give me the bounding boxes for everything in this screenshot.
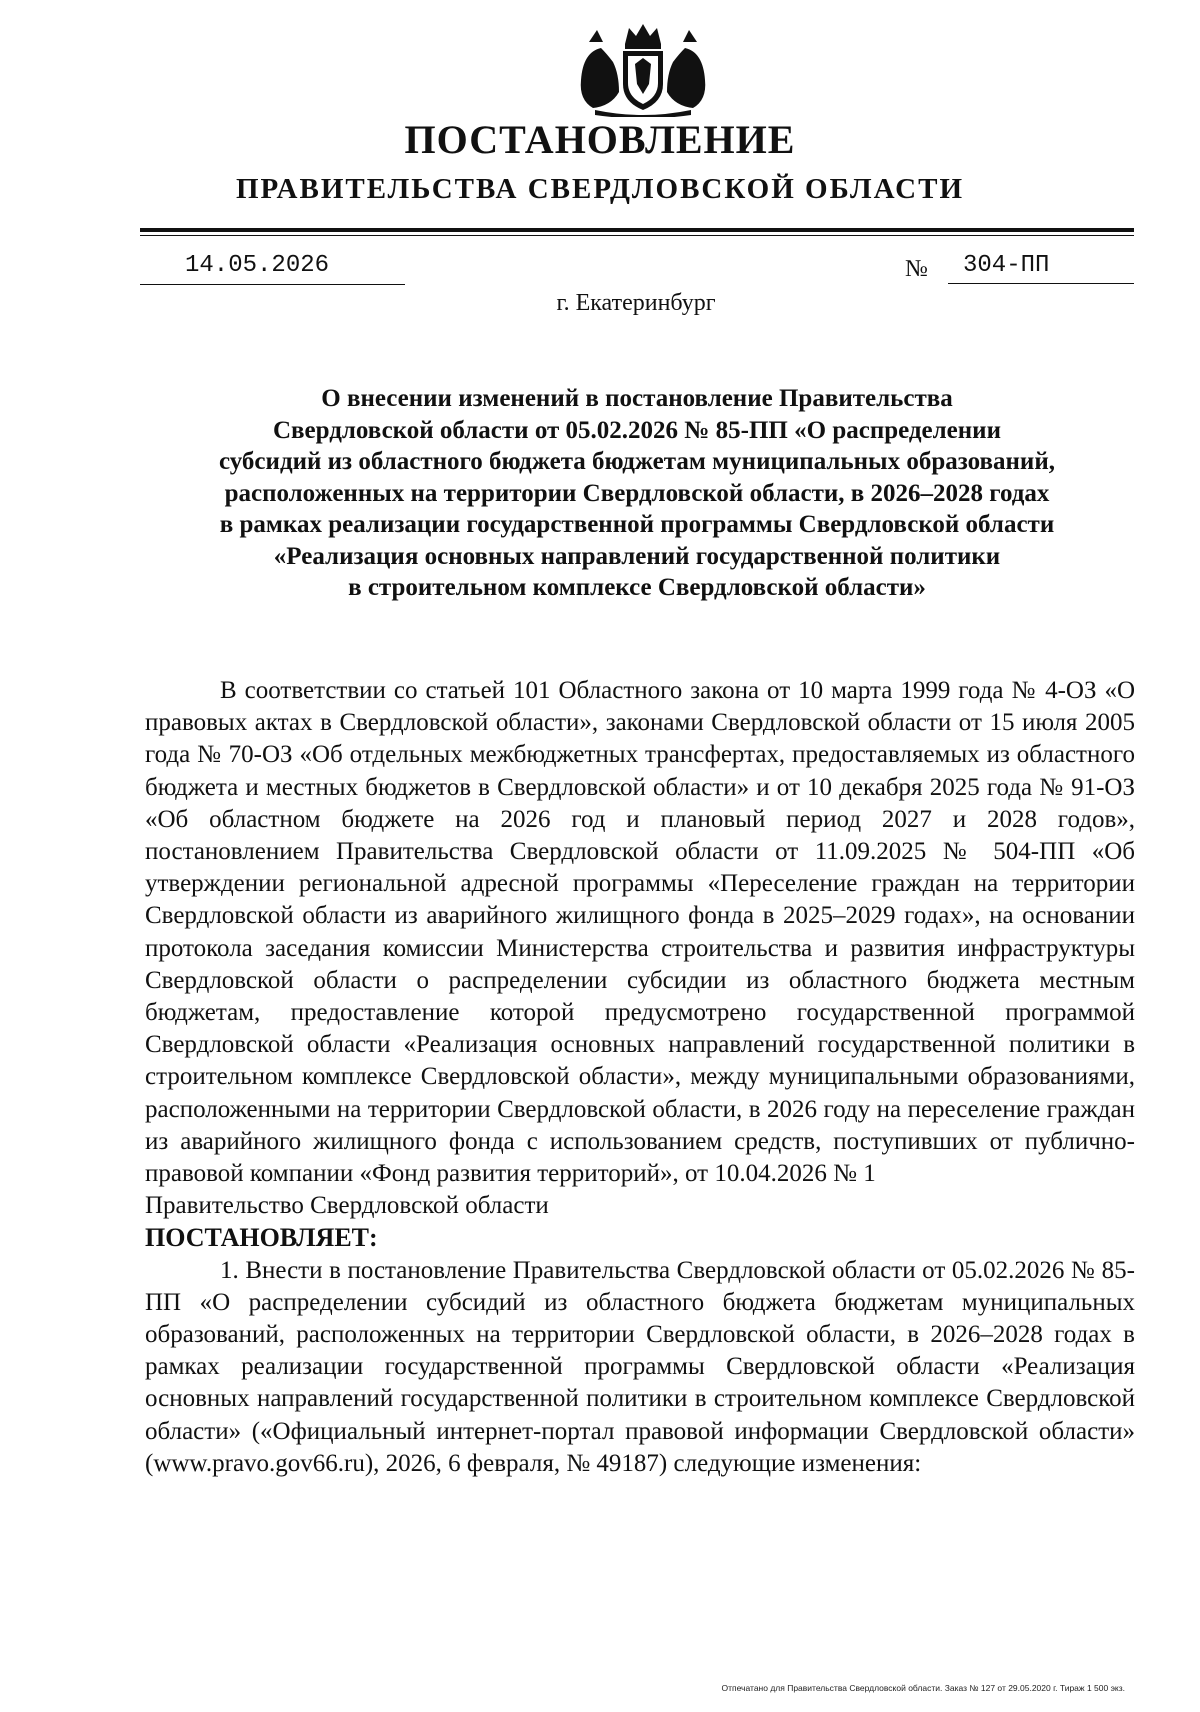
- title-line: в строительном комплексе Свердловской области»: [348, 574, 926, 601]
- document-body: [145, 675, 1135, 1480]
- item-1-paragraph: 1. Внести в постановление Правительства Свердловской области от 05.02.2026 № 85-ПП «О распределении субсидий из областного бюджета бюджетам муниципальных образований, расположенных на территории Свердловской области, в 2026–2028 годах в рамках реализации государственной программы Свердловской области «Реализация основных направлений государственной политики в строительном комплексе Свердловской области» («Официальный интернет-портал правовой информации Свердловской области» (www.pravo.gov66.ru), 2026, 6 февраля, № 49187) следующие изменения:: [145, 1256, 1135, 1477]
- number-underline: [948, 283, 1134, 284]
- number-sign: №: [905, 256, 928, 282]
- document-title: [140, 383, 1134, 604]
- title-line: Свердловской области от 05.02.2026 № 85-ПП «О распределении: [273, 416, 1001, 444]
- resolves-heading: ПОСТАНОВЛЯЕТ:: [145, 1223, 378, 1253]
- header-divider-thick: [140, 228, 1134, 232]
- document-date: 14.05.2026: [185, 252, 330, 279]
- issuing-authority: ПРАВИТЕЛЬСТВА СВЕРДЛОВСКОЙ ОБЛАСТИ: [235, 173, 965, 205]
- print-imprint: Отпечатано для Правительства Свердловской области. Заказ № 127 от 29.05.2020 г. Тираж 1 500 экз.: [721, 1683, 1125, 1693]
- title-line: субсидий из областного бюджета бюджетам муниципальных образований,: [219, 448, 1055, 475]
- preamble-last-line: Правительство Свердловской области: [145, 1192, 549, 1220]
- preamble-paragraph: В соответствии со статьей 101 Областного закона от 10 марта 1999 года № 4-ОЗ «О правовых актах в Свердловской области», законами Свердловской области от 15 июля 2005 года № 70-ОЗ «Об отдельных межбюджетных трансфертах, предоставляемых из областного бюджета и местных бюджетов в Свердловской области» и от 10 декабря 2025 года № 91-ОЗ «Об областном бюджете на 2026 год и плановый период 2027 и 2028 годов», постановлением Правительства Свердловской области от 11.09.2025 № 504-ПП «Об утверждении региональной адресной программы «Переселение граждан на территории Свердловской области из аварийного жилищного фонда в 2025–2029 годах», на основании протокола заседания комиссии Министерства строительства и развития инфраструктуры Свердловской области о распределении субсидии из областного бюджета местным бюджетам, предоставление которой предусмотрено государственной программой Свердловской области «Реализация основных направлений государственной политики в строительном комплексе Свердловской области», между муниципальными образованиями, расположенными на территории Свердловской области, в 2026 году на переселение граждан из аварийного жилищного фонда с использованием средств, поступивших от публично-правовой компании «Фонд развития территорий», от 10.04.2026 № 1: [145, 677, 1135, 1188]
- title-line: в рамках реализации государственной программы Свердловской области: [219, 511, 1055, 538]
- date-field: [140, 250, 405, 285]
- number-field: [905, 250, 1134, 284]
- title-line: О внесении изменений в постановление Правительства: [321, 385, 953, 412]
- title-line: расположенных на территории Свердловской области, в 2026–2028 годах: [224, 479, 1050, 507]
- city: г. Екатеринбург: [556, 290, 716, 316]
- header-divider-thin: [140, 235, 1134, 236]
- title-line: «Реализация основных направлений государственной политики: [273, 542, 1001, 570]
- document-type: ПОСТАНОВЛЕНИЕ: [404, 117, 796, 162]
- document-number: 304-ПП: [963, 252, 1050, 279]
- coat-of-arms-icon: [573, 22, 713, 117]
